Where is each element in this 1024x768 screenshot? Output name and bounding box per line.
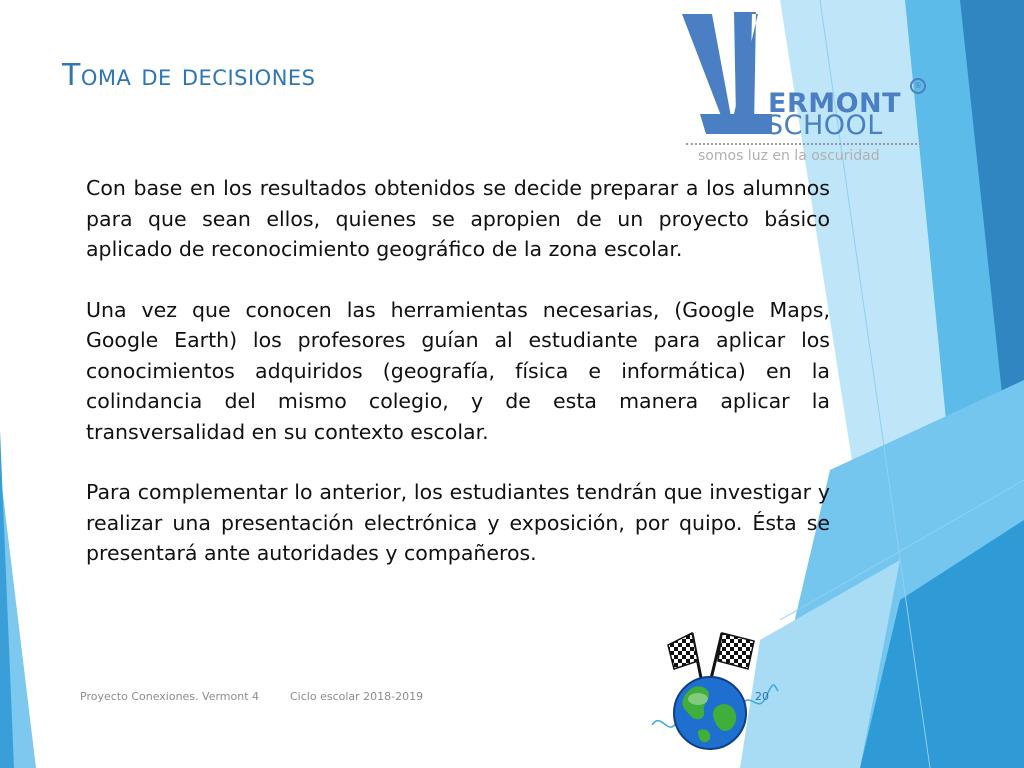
logo-word-school: SCHOOL xyxy=(766,110,883,141)
vermont-school-logo xyxy=(676,10,926,170)
registered-mark-icon: ® xyxy=(910,78,926,94)
paragraph-2: Una vez que conocen las herramientas necesarias, (Google Maps, Google Earth) los profesores guían al estudiante para aplicar los conocimientos adquiridos (geografía, física e informática) en la colindancia del mismo colegio, y de esta manera aplicar la transversalidad en su contexto escolar. xyxy=(86,297,830,444)
slide-title-text: Toma de decisiones xyxy=(62,58,316,93)
logo-word-ermont: ERMONT xyxy=(768,88,902,119)
slide-page-number: 20 xyxy=(755,690,769,703)
paragraph-1: Con base en los resultados obtenidos se decide preparar a los alumnos para que sean ellos, quienes se apropien de un proyecto básico aplicado de reconocimiento geográfico de la zona escolar. xyxy=(86,176,830,261)
globe-flags-illustration xyxy=(650,615,780,760)
footer-school-cycle: Ciclo escolar 2018-2019 xyxy=(290,690,424,703)
footer-project: Proyecto Conexiones. Vermont 4 xyxy=(80,690,260,703)
slide-title xyxy=(62,58,316,93)
logo-dotted-rule xyxy=(686,143,921,145)
checkered-flags-globe-icon xyxy=(650,615,780,760)
slide-body xyxy=(86,173,830,599)
logo-tagline: somos luz en la oscuridad xyxy=(698,148,880,164)
paragraph-3: Para complementar lo anterior, los estudiantes tendrán que investigar y realizar una presentación electrónica y exposición, por quipo. Ésta se presentará ante autoridades y compañeros. xyxy=(86,480,830,565)
